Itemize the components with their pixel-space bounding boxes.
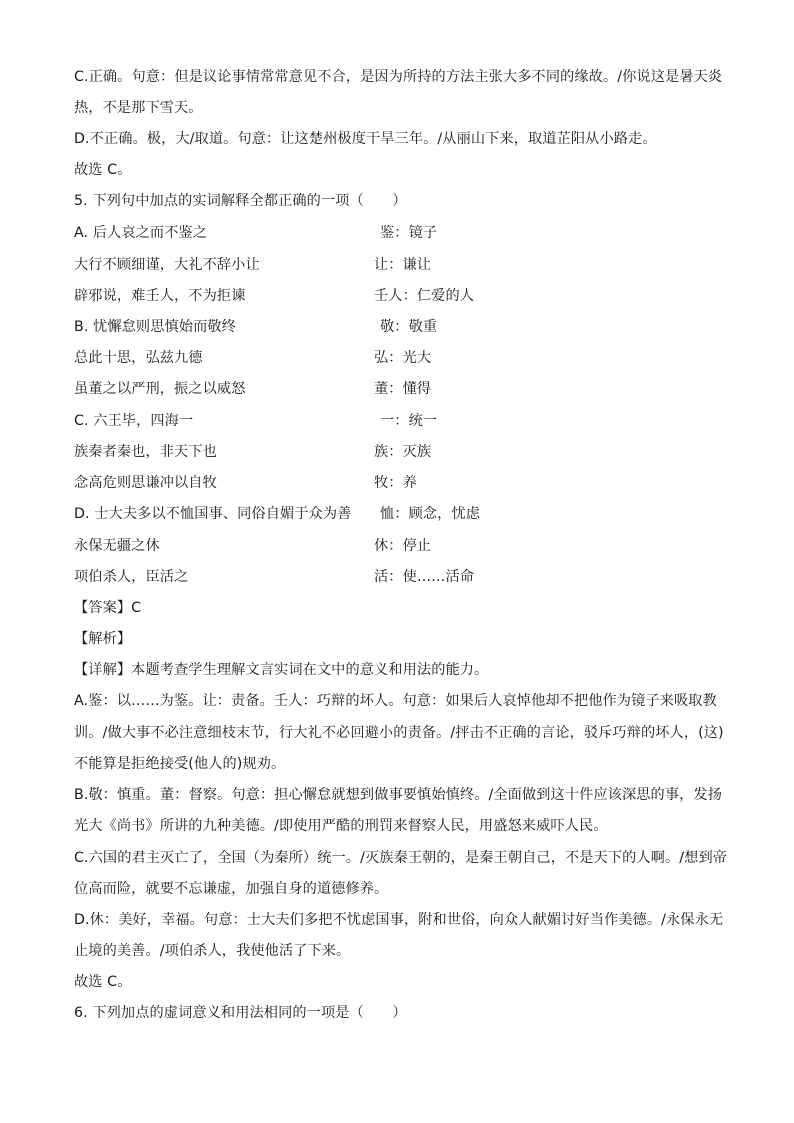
question-5-stem: 5. 下列句中加点的实词解释全都正确的一项（ ）: [74, 193, 407, 209]
answer-label: 【答案】: [74, 600, 132, 616]
text-line: 热，不是那下雪天。: [74, 100, 203, 116]
option-sentence: 虽董之以严刑，振之以威怒: [74, 381, 246, 397]
option-gloss: 弘：光大: [374, 350, 432, 366]
option-sentence: C. 六王毕，四海一: [74, 413, 194, 429]
option-gloss: 让：谦让: [374, 257, 432, 273]
option-sentence: 念高危则思谦冲以自牧: [74, 475, 217, 491]
option-sentence: 辟邪说，难壬人，不为拒谏: [74, 288, 246, 304]
text-line: D.不正确。极，大/取道。句意：让这楚州极度干旱三年。/从丽山下来，取道芷阳从小路走。: [74, 131, 657, 147]
option-sentence: A. 后人哀之而不鉴之: [74, 225, 208, 241]
option-sentence: B. 忧懈怠则思慎始而敬终: [74, 319, 236, 335]
detail-line: 不能算是拒绝接受(他人的)规劝。: [74, 756, 286, 772]
option-gloss: 恤：顾念，忧虑: [380, 506, 481, 522]
option-gloss: 壬人：仁爱的人: [374, 288, 475, 304]
option-gloss: 鉴：镜子: [380, 225, 438, 241]
detail-line: 故选 C。: [74, 974, 132, 990]
option-sentence: 族秦者秦也，非天下也: [74, 444, 217, 460]
detail-line: 训。/做大事不必注意细枝末节，行大礼不必回避小的责备。/抨击不正确的言论，驳斥巧辩的坏人，(这): [74, 725, 724, 741]
detail-line: 位高而险，就要不忘谦虚，加强自身的道德修养。: [74, 881, 389, 897]
option-gloss: 敬：敬重: [380, 319, 438, 335]
option-sentence: D. 士大夫多以不恤国事、同俗自媚于众为善: [74, 506, 352, 522]
option-sentence: 永保无疆之休: [74, 538, 160, 554]
detail-line: C.六国的君主灭亡了，全国（为秦所）统一。/灭族秦王朝的，是秦王朝自己，不是天下的人啊。/想到帝: [74, 850, 728, 866]
detail-line: 【详解】本题考查学生理解文言实词在文中的意义和用法的能力。: [74, 662, 489, 678]
option-gloss: 活：使……活命: [374, 569, 475, 585]
detail-line: B.敬：慎重。董：督察。句意：担心懈怠就想到做事要慎始慎终。/全面做到这十件应该深思的事，发扬: [74, 787, 722, 803]
analysis-label: 【解析】: [74, 631, 132, 647]
option-sentence: 大行不顾细谨，大礼不辞小让: [74, 257, 260, 273]
option-gloss: 一：统一: [380, 413, 438, 429]
option-gloss: 牧：养: [374, 475, 417, 491]
text-line: C.正确。句意：但是议论事情常常意见不合，是因为所持的方法主张大多不同的缘故。/你说这是暑天炎: [74, 69, 723, 85]
answer-value: C: [131, 600, 142, 616]
option-sentence: 总此十思，弘兹九德: [74, 350, 203, 366]
detail-line: D.休：美好，幸福。句意：士大夫们多把不忧虑国事，附和世俗，向众人献媚讨好当作美德。/永保永无: [74, 912, 724, 928]
text-line: 故选 C。: [74, 162, 132, 178]
detail-line: 止境的美善。/项伯杀人，我使他活了下来。: [74, 943, 351, 959]
option-gloss: 休：停止: [374, 538, 432, 554]
question-6-stem: 6. 下列加点的虚词意义和用法相同的一项是（ ）: [74, 1005, 407, 1021]
detail-line: 光大《尚书》所讲的九种美德。/即使用严酷的刑罚来督察人民，用盛怒来威吓人民。: [74, 818, 608, 834]
option-gloss: 董：懂得: [374, 381, 432, 397]
option-gloss: 族：灭族: [374, 444, 432, 460]
detail-line: A.鉴：以……为鉴。让：责备。壬人：巧辩的坏人。句意：如果后人哀悼他却不把他作为镜子来吸取教: [74, 693, 717, 709]
answer-line: [74, 599, 141, 617]
option-sentence: 项伯杀人，臣活之: [74, 569, 189, 585]
